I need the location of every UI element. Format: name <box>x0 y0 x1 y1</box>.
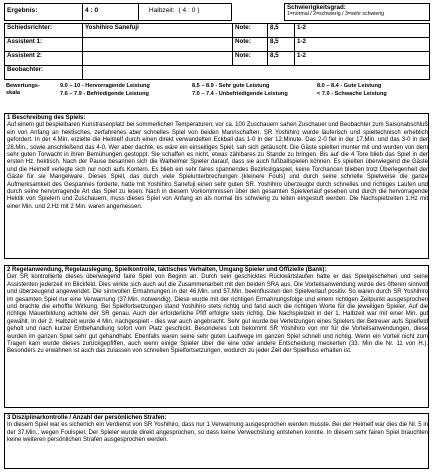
official-role: Schiedsrichter: <box>5 24 83 38</box>
official-role: Assistent 1: <box>5 38 83 52</box>
difficulty-title: Schwierigkeitsgrad: <box>287 4 346 11</box>
difficulty-box <box>285 4 430 21</box>
section-heading: 2 Regelanwendung, Regelauslegung, Spielkontrolle, taktisches Verhalten, Umgang Spieler und Offizielle (Bank): <box>7 267 327 273</box>
note-label: Note: <box>233 38 268 52</box>
header-table <box>4 3 430 21</box>
halftime-label: Halbzeit: <box>139 4 177 21</box>
note-label: Note: <box>233 24 268 38</box>
official-row <box>5 66 430 80</box>
rating-scale <box>4 82 429 109</box>
official-name <box>83 52 233 66</box>
grade-value: 1-2 <box>295 38 430 52</box>
official-name <box>83 66 430 80</box>
rating-scale-label: Bewertungs-skala <box>6 83 40 96</box>
official-name <box>83 38 233 52</box>
grade-value: 1-2 <box>295 24 430 38</box>
rating-item: 8.5 – 8.9 - Sehr gute Leistung <box>192 83 270 89</box>
official-row <box>5 38 430 52</box>
section-heading: 3 Disziplinarkontrolle / Anzahl der persönlichen Strafen: <box>7 415 167 421</box>
note-label: Note: <box>233 52 268 66</box>
grade-value: 1-2 <box>295 52 430 66</box>
official-role: Assistent 2: <box>5 52 83 66</box>
section-rules-application <box>4 265 429 408</box>
officials-table <box>4 23 430 80</box>
note-value: 8,5 <box>268 38 295 52</box>
result-label: Ergebnis: <box>5 4 83 21</box>
rating-item: 9.0 – 10 - Hervorragende Leistung <box>60 83 150 89</box>
note-value: 8,5 <box>268 24 295 38</box>
official-name: Yoshihiro Sanefuji <box>83 24 233 38</box>
section-text: In diesem Spiel war es sicherlich ein Verdienst von SR Yoshihiro, dass nur 1 Verwarnung ausgesprochen werden musste. Bei der Heimelf war dies die Nr. 5 in der 37.Min., wegen Foulspiel. Der Spieler wurde direkt angesprochen, so dass keine Verwechslung entstehen konnte. In diesem sehr fairen Spiel brauchten keine weiteren persönlichen Strafen ausgesprochen werden. <box>7 422 428 444</box>
difficulty-scale: 1=normal / 2=schwierig / 3=sehr schwierig <box>287 11 385 17</box>
official-row <box>5 24 430 38</box>
rating-item: 7.0 – 7.4 - Unbefriedigende Leistung <box>192 91 288 97</box>
section-disciplinary-control <box>4 413 429 469</box>
note-value: 8,5 <box>268 52 295 66</box>
rating-item: < 7.0 - Schwache Leistung <box>317 91 387 97</box>
rating-item: 7.6 – 7.9 - Befriedigende Leistung <box>60 91 149 97</box>
official-role: Beobachter: <box>5 66 83 80</box>
official-row <box>5 52 430 66</box>
rating-item: 8.0 – 8.4 - Gute Leistung <box>317 83 382 89</box>
halftime-value: ( 4 : 0 ) <box>177 4 232 21</box>
result-value: 4 : 0 <box>83 4 139 21</box>
section-heading: 1 Beschreibung des Spiels: <box>7 115 86 121</box>
section-text: Auf einem gut bespielbaren Kunstrasenplatz bei sommerlichen Temperaturen, vor ca. 100 Zuschauern sahen Zuschauer und Beobachter zum Saisonabschluß ein von Anfang an hektisches, zerfahrenes aber schnelles Spiel von beiden Mannschaften. SR Yoshihiro wurde läuferisch und spieltechnisch erheblich gefordert. In der 4.Min. erzielte die Heimelf durch einen direkt verwandelten Eckball das 1-0 in der 12.Minute. Das 2-0 fiel in der 17.Min. und das 3-0 in der 28.Min., sowie anschließend das 4-0. Wer aber dachte, es wäre ein einseitiges Spiel, sah sich getäuscht. Die Gäste spielten munter mit und wurden von dem sehr guten Torwacht in ihren Bemühungen gestoppt. Sie schaffen es nicht, etwas zählbares zu Stande zu bringen. Bis auf die 4 Tore blieb das Spiel in der ersten Hz. hektisch. Nach der Pause besannen sich die Walhelmer Spieler darauf, dass sie auch fußballspielen können. Es spielten überwiegend die Gäste und die Heimelf verlegte sich nur noch aufs Kontern. Es blieb ein sehr faires spannendes Bezirksligaspiel, keine Torchancen blieben trotz Überlegenheit der Gäste für sie Mangelware. Dieses Spiel, das durch viele Spielunterbrechungen (kleinere Fouls) und durch seine schnelle Spielweise die ganze Aufmerksamkeit des Gespannes forderte, hatte mit Yoshihiro Sanefuji einen sehr guten SR. Yoshihiro überzeugte durch schnelles und richtiges Laufen und durch seine hervorragende Art das Spiel zu lesen. Nach in diesem Vorkommnissen über den gesamten Spielverlauf gesehen und durch die hervorragende Hektik von Spielern und Zuschauern, muss dieses Spiel von Anfang an als normal bis schwierig zu leiten eingestuft werden. Die Nachspielzeiten 1.Hz mit einer Min. und 2.Hz mit 2 Min. waren angemessen. <box>7 122 428 210</box>
section-text: Der SR kontrollierte dieses überwiegend faire Spiel von Beginn an. Durch sein geschicktes Rückwärtslaufen hatte er das Spielgeschehen und seine Assistenten jederzeit im Blickfeld. Dies wirkte sich auch auf die Zusammenarbeit mit den beiden SRA aus. Die Vorteilsanwendung wurde des öfteren sinnvoll und überzeugend angewendet. Die sinnvollen Ermahnungen in der 46.Min. und 57.Min. beeinflussten den Spielverlauf positiv. So waren durch SR Yoshihiro im gesamten Spiel nur eine Verwarnung (37.Min. notwendig). Diese wurde mit der richtigen Ermahnungsfolge und einem richtigen Zeitpunkt ausgesprochen und brachte die erhoffte Wirkung. Bei Spielfortsetzungen stand Yoshihiro stets richtig und fand auch die richtigen Worte für die jeweiligen Spieler. Auf die richtige Mauerbildung achtete der SR genau. Auch der erforderliche Pfiff erfolgte stets richtig. Die Nachspielzeit in der 1. Halbzeit war mit einer Min. gut gewählt. In der 2. Halbzeit wurde 4 Min. nachgespielt - dies war auch angebracht. Sehr gut wurde bei Verletzungen eines Spielers der Betreuer aufs Spielfeld geholt und nach kurzer Entbehandlung sofort vom Platz geschickt. Besonderes Lob bekommt SR Yoshihiro von mir für die Vorteilsanwendungen, diese wurden im ganzen Spiel sehr gut gehandhabt. Ebenfalls waren seine sehr guten Laufwege im ganzen Spiel schnell und richtig. Wenn ein Vorteil nicht zum Tragen kam wurde dieses zurückgepfiffen, auch wenn einige Spieler über die eine oder andere Entscheidung meckerten (33. Min die Nr. 11 von H.). Besonders zu erwähnen ist auch das zulassen von schnellen Spielfortsetzungen, wodurch zu jeder Zeit der Spielfluss erhalten ist. <box>7 274 428 355</box>
section-game-description <box>4 113 429 259</box>
